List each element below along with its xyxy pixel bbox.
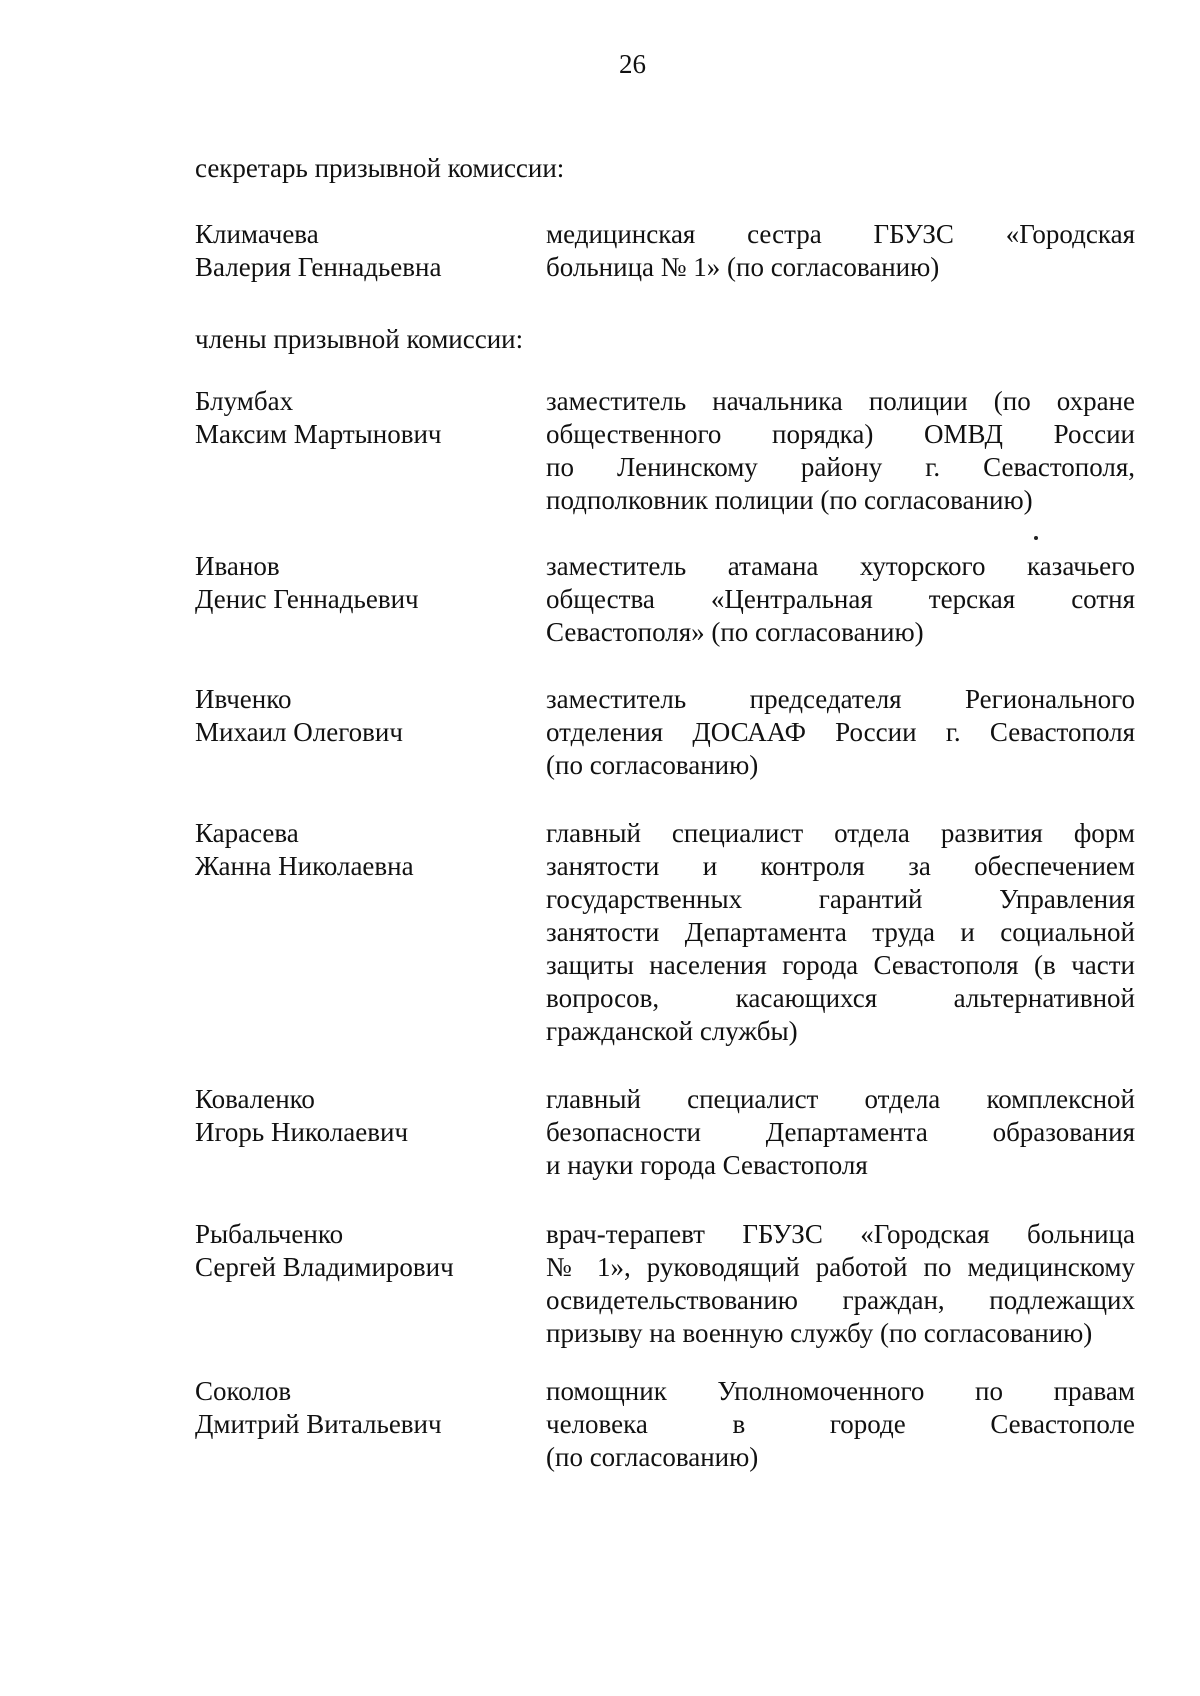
role-line: подполковник полиции (по согласованию) (546, 485, 1033, 515)
member-name (195, 1375, 546, 1474)
role-line: государственных гарантий Управления (546, 884, 1135, 914)
member-given-name: Денис Геннадьевич (195, 584, 419, 614)
member-name (195, 385, 546, 517)
role-line: Севастополя» (по согласованию) (546, 617, 924, 647)
member-role (546, 385, 1135, 517)
member-entry (195, 817, 1135, 1048)
role-line: (по согласованию) (546, 1442, 759, 1472)
role-line: и науки города Севастополя (546, 1150, 868, 1180)
role-line: призыву на военную службу (по согласованию) (546, 1318, 1093, 1348)
role-line: общества «Центральная терская сотня (546, 584, 1135, 614)
member-role (546, 683, 1135, 782)
member-surname: Блумбах (195, 386, 294, 416)
member-given-name: Дмитрий Витальевич (195, 1409, 442, 1439)
role-line: заместитель атамана хуторского казачьего (546, 551, 1135, 581)
role-line: занятости и контроля за обеспечением (546, 851, 1135, 881)
member-entry (195, 1083, 1135, 1182)
member-surname: Иванов (195, 551, 280, 581)
role-line: гражданской службы) (546, 1016, 798, 1046)
role-line: медицинская сестра ГБУЗС «Городская (546, 219, 1135, 249)
member-surname: Рыбальченко (195, 1219, 344, 1249)
role-line: заместитель председателя Регионального (546, 684, 1135, 714)
member-given-name: Жанна Николаевна (195, 851, 414, 881)
role-line: занятости Департамента труда и социальной (546, 917, 1135, 947)
member-surname: Коваленко (195, 1084, 315, 1114)
secretary-heading: секретарь призывной комиссии: (195, 153, 565, 183)
page-number: 26 (619, 49, 646, 79)
member-entry (195, 683, 1135, 782)
members-heading: члены призывной комиссии: (195, 324, 524, 354)
member-given-name: Максим Мартынович (195, 419, 442, 449)
role-line: (по согласованию) (546, 750, 759, 780)
role-line: врач-терапевт ГБУЗС «Городская больница (546, 1219, 1135, 1249)
member-role (546, 1083, 1135, 1182)
role-line: главный специалист отдела комплексной (546, 1084, 1135, 1114)
role-line: по Ленинскому району г. Севастополя, (546, 452, 1135, 482)
member-name (195, 1083, 546, 1182)
member-name (195, 550, 546, 649)
member-role (546, 1218, 1135, 1350)
role-line: защиты населения города Севастополя (в части (546, 950, 1135, 980)
member-role (546, 550, 1135, 649)
role-line: заместитель начальника полиции (по охране (546, 386, 1135, 416)
secretary-entry (195, 218, 1135, 284)
member-role (546, 1375, 1135, 1474)
role-line: общественного порядка) ОМВД России (546, 419, 1135, 449)
member-given-name: Валерия Геннадьевна (195, 252, 442, 282)
role-line: главный специалист отдела развития форм (546, 818, 1135, 848)
role-line: больница № 1» (по согласованию) (546, 252, 940, 282)
stray-mark (1034, 536, 1038, 540)
role-line: безопасности Департамента образования (546, 1117, 1135, 1147)
member-surname: Климачева (195, 219, 319, 249)
member-surname: Ивченко (195, 684, 292, 714)
member-given-name: Михаил Олегович (195, 717, 403, 747)
member-entry (195, 550, 1135, 649)
member-name (195, 1218, 546, 1350)
member-given-name: Сергей Владимирович (195, 1252, 454, 1282)
member-role (546, 218, 1135, 284)
member-entry (195, 1375, 1135, 1474)
member-entry (195, 1218, 1135, 1350)
member-name (195, 817, 546, 1048)
member-surname: Карасева (195, 818, 299, 848)
member-surname: Соколов (195, 1376, 292, 1406)
member-name (195, 218, 546, 284)
role-line: человека в городе Севастополе (546, 1409, 1135, 1439)
role-line: № 1», руководящий работой по медицинскому (546, 1252, 1135, 1282)
member-given-name: Игорь Николаевич (195, 1117, 409, 1147)
role-line: вопросов, касающихся альтернативной (546, 983, 1135, 1013)
member-entry (195, 385, 1135, 517)
role-line: отделения ДОСААФ России г. Севастополя (546, 717, 1135, 747)
member-name (195, 683, 546, 782)
role-line: помощник Уполномоченного по правам (546, 1376, 1135, 1406)
role-line: освидетельствованию граждан, подлежащих (546, 1285, 1135, 1315)
member-role (546, 817, 1135, 1048)
